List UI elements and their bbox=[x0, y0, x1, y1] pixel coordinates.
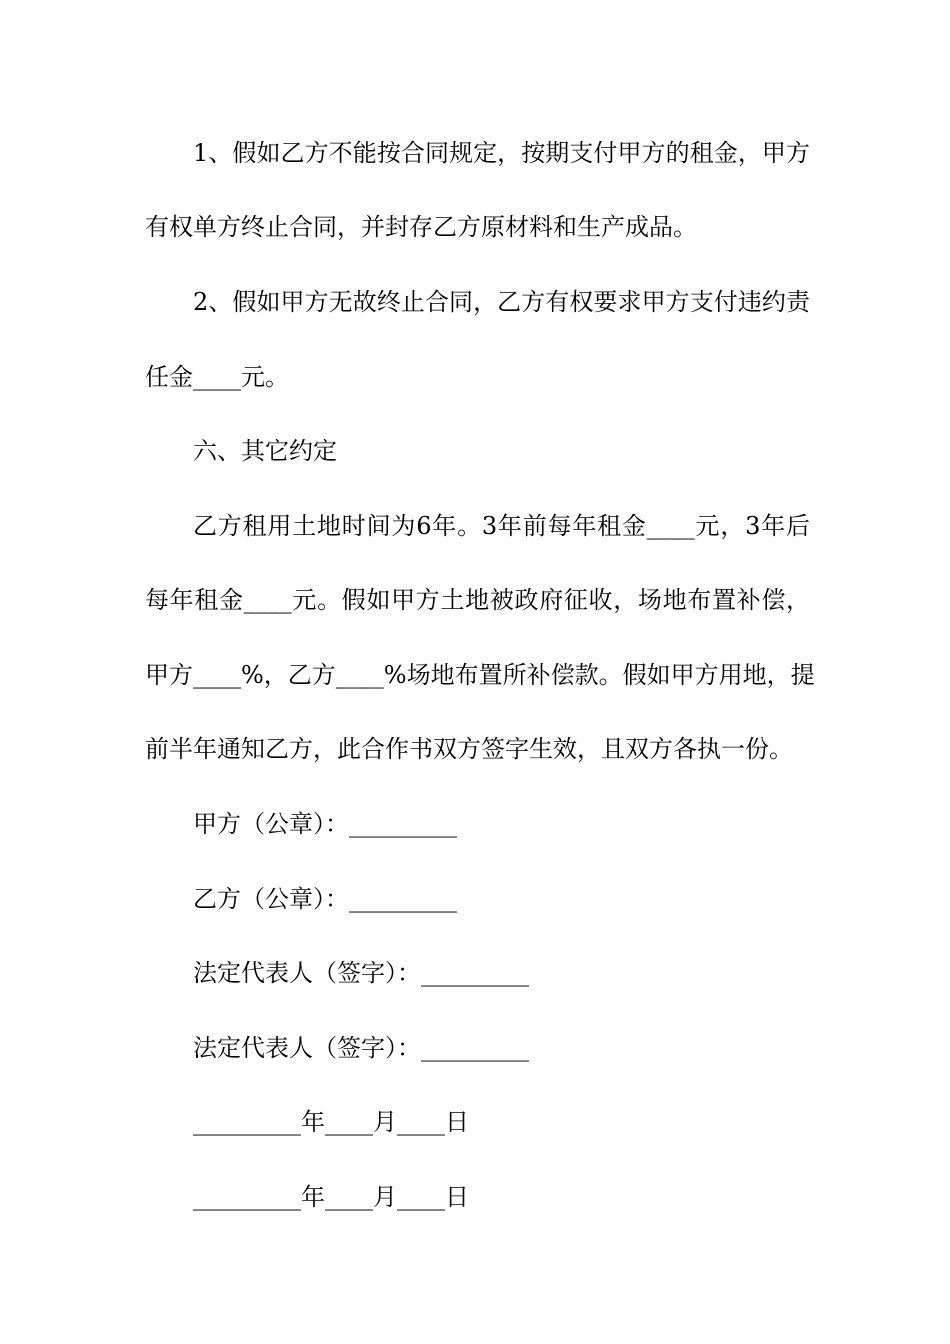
party-a-seal-line: 甲方（公章）：_________ bbox=[193, 810, 457, 838]
clause-5-1-line-2: 有权单方终止合同，并封存乙方原材料和生产成品。 bbox=[145, 213, 697, 241]
legal-rep-b-signature-line: 法定代表人（签字）：_________ bbox=[193, 1034, 529, 1062]
section-6-line-3: 甲方____%，乙方____%场地布置所补偿款。假如甲方用地，提 bbox=[145, 661, 815, 689]
section-6-line-4: 前半年通知乙方，此合作书双方签字生效，且双方各执一份。 bbox=[145, 735, 793, 763]
clause-5-2-line-2: 任金____元。 bbox=[145, 363, 289, 391]
party-b-seal-line: 乙方（公章）：_________ bbox=[193, 885, 457, 913]
date-line-a: _________年____月____日 bbox=[193, 1108, 469, 1136]
date-line-b: _________年____月____日 bbox=[193, 1183, 469, 1211]
legal-rep-a-signature-line: 法定代表人（签字）：_________ bbox=[193, 959, 529, 987]
section-6-line-1: 乙方租用土地时间为6年。3年前每年租金____元，3年后 bbox=[193, 512, 810, 540]
section-6-heading: 六、其它约定 bbox=[193, 437, 337, 465]
section-6-line-2: 每年租金____元。假如甲方土地被政府征收，场地布置补偿， bbox=[145, 586, 810, 614]
clause-5-1-line-1: 1、假如乙方不能按合同规定，按期支付甲方的租金，甲方 bbox=[193, 139, 810, 167]
clause-5-2-line-1: 2、假如甲方无故终止合同，乙方有权要求甲方支付违约责 bbox=[193, 288, 810, 316]
